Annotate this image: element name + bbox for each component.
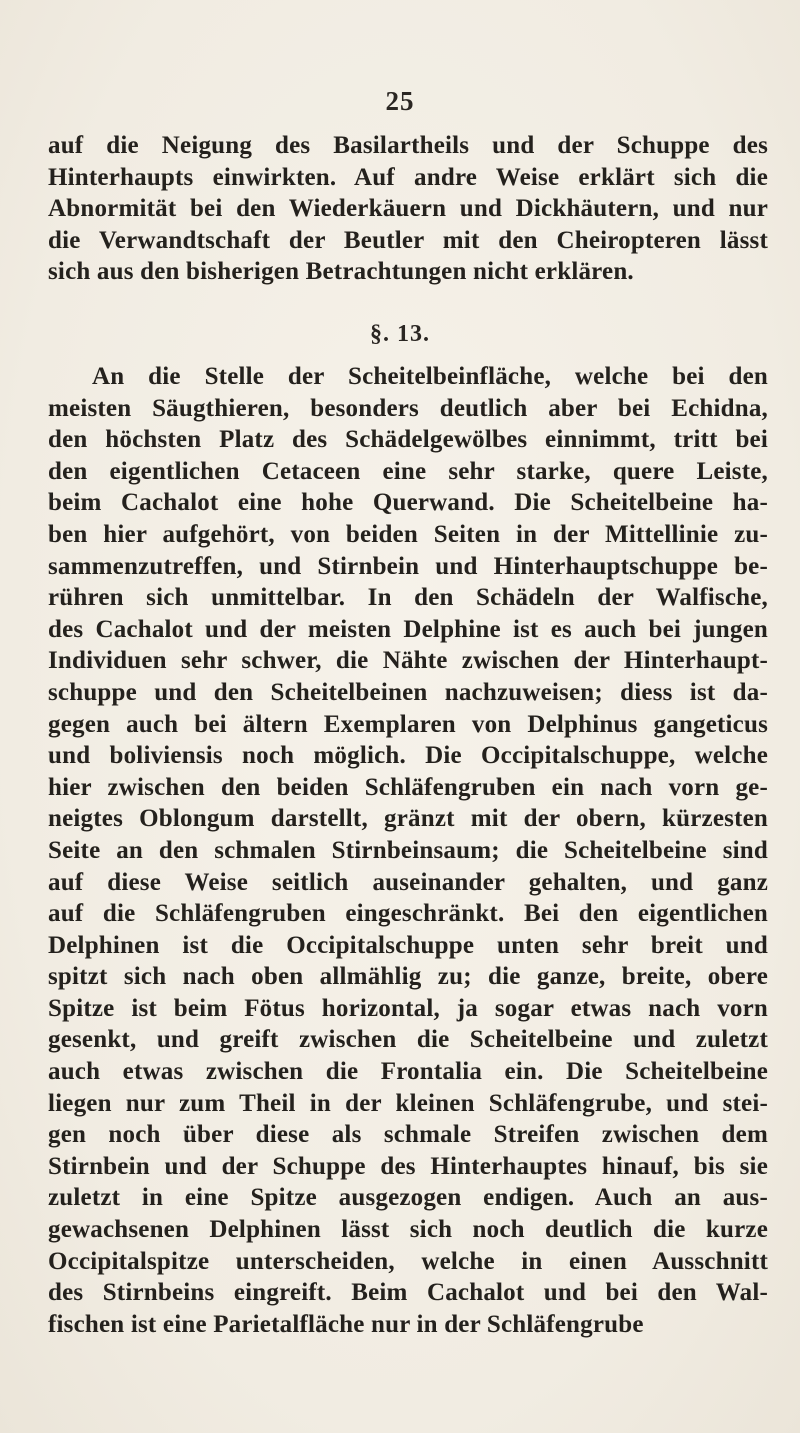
text-line: gesenkt, und greift zwischen die Scheitelbeine und zuletzt — [48, 1026, 768, 1054]
text-line: rühren sich unmittelbar. In den Schädeln der Walfische, — [48, 584, 768, 612]
text-line: Occipitalspitze unterscheiden, welche in einen Ausschnitt — [48, 1247, 768, 1275]
text-line: auf die Schläfengruben eingeschränkt. Bei den eigentlichen — [48, 900, 768, 928]
text-line: gewachsenen Delphinen lässt sich noch deutlich die kurze — [48, 1216, 768, 1244]
text-line: den eigentlichen Cetaceen eine sehr starke, quere Leiste, — [48, 457, 768, 485]
text-line: Stirnbein und der Schuppe des Hinterhauptes hinauf, bis sie — [48, 1152, 768, 1180]
text-line: Seite an den schmalen Stirnbeinsaum; die Scheitelbeine sind — [48, 836, 768, 864]
text-line: liegen nur zum Theil in der kleinen Schläfengrube, und stei- — [48, 1089, 768, 1117]
text-line: Spitze ist beim Fötus horizontal, ja sogar etwas nach vorn — [48, 994, 768, 1022]
text-line: neigtes Oblongum darstellt, gränzt mit der obern, kürzesten — [48, 805, 768, 833]
text-line: meisten Säugthieren, besonders deutlich aber bei Echidna, — [48, 394, 768, 422]
text-line: Individuen sehr schwer, die Nähte zwischen der Hinterhaupt- — [48, 647, 768, 675]
text-line: zuletzt in eine Spitze ausgezogen endigen. Auch an aus- — [48, 1184, 768, 1212]
text-line: ben hier aufgehört, von beiden Seiten in der Mittellinie zu- — [48, 520, 768, 548]
paragraph-2 — [48, 361, 768, 1340]
text-line: den höchsten Platz des Schädelgewölbes einnimmt, tritt bei — [48, 426, 768, 454]
text-line: spitzt sich nach oben allmählig zu; die ganze, breite, obere — [48, 963, 768, 991]
text-line: Hinterhaupts einwirkten. Auf andre Weise erklärt sich die — [48, 163, 768, 191]
text-line: An die Stelle der Scheitelbeinfläche, welche bei den — [92, 363, 768, 390]
text-line: gegen auch bei ältern Exemplaren von Delphinus gangeticus — [48, 710, 768, 738]
text-line: des Cachalot und der meisten Delphine ist es auch bei jungen — [48, 615, 768, 643]
page-number: 25 — [385, 86, 415, 116]
text-line: Abnormität bei den Wiederkäuern und Dickhäutern, und nur — [48, 195, 768, 223]
text-line: auf die Neigung des Basilartheils und der Schuppe des — [48, 132, 768, 159]
section-heading: §. 13. — [370, 321, 430, 347]
text-line: schuppe und den Scheitelbeinen nachzuweisen; diess ist da- — [48, 678, 768, 706]
text-line: die Verwandtschaft der Beutler mit den Cheiropteren lässt — [48, 226, 768, 254]
text-line: sammenzutreffen, und Stirnbein und Hinterhauptschuppe be- — [48, 552, 768, 580]
paragraph-1 — [48, 130, 768, 288]
text-line: sich aus den bisherigen Betrachtungen nicht erklären. — [48, 258, 634, 286]
text-line: des Stirnbeins eingreift. Beim Cachalot und bei den Wal- — [48, 1279, 768, 1307]
text-line: beim Cachalot eine hohe Querwand. Die Scheitelbeine ha- — [48, 489, 768, 517]
text-line: und boliviensis noch möglich. Die Occipitalschuppe, welche — [48, 742, 768, 770]
text-line: fischen ist eine Parietalfläche nur in der Schläfengrube — [48, 1310, 644, 1338]
text-line: auch etwas zwischen die Frontalia ein. Die Scheitelbeine — [48, 1058, 768, 1086]
text-line: gen noch über diese als schmale Streifen zwischen dem — [48, 1121, 768, 1149]
text-line: auf diese Weise seitlich auseinander gehalten, und ganz — [48, 868, 768, 896]
text-line: Delphinen ist die Occipitalschuppe unten sehr breit und — [48, 931, 768, 959]
text-line: hier zwischen den beiden Schläfengruben ein nach vorn ge- — [48, 773, 768, 801]
